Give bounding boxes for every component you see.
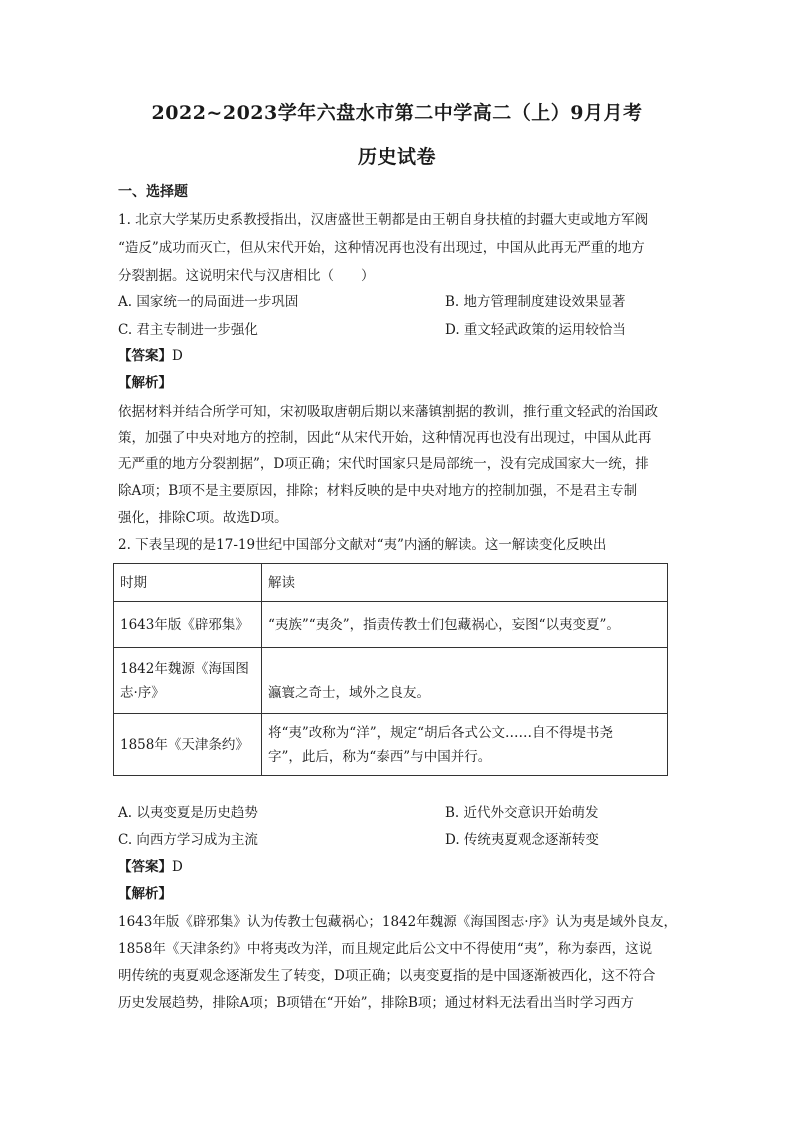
table-cell-text: [262, 602, 668, 648]
exam-subtitle: 历史试卷: [357, 146, 436, 168]
q1-analysis-line: 依据材料并结合所学可知，宋初吸取唐朝后期以来藩镇割据的教训，推行重文轻武的治国政: [118, 404, 658, 420]
table-cell-text: [262, 648, 668, 714]
q2-analysis-tag: 【解析】: [118, 886, 172, 902]
period-text: 1643年版《辟邪集》: [120, 616, 249, 633]
q1-option-b: B. 地方管理制度建设效果显著: [445, 294, 626, 310]
q2-analysis-line: 明传统的夷夏观念逐渐发生了转变，D项正确；以夷变夏指的是中国逐渐被西化，这不符合: [118, 968, 656, 984]
q1-stem-line: 分裂割据。这说明宋代与汉唐相比（ ）: [118, 268, 375, 284]
q1-stem-line: “造反”成功而灭亡，但从宋代开始，这种情况再也没有出现过，中国从此再无严重的地方: [118, 240, 645, 256]
q1-analysis-label: [118, 373, 678, 393]
q2-option-d: D. 传统夷夏观念逐渐转变: [445, 832, 599, 848]
period-text: 1842年魏源《海国图: [120, 660, 249, 677]
interpretation-text: 瀛寰之奇士，域外之良友。: [268, 685, 430, 701]
q1-analysis-line: 强化，排除C项。故选D项。: [118, 510, 288, 526]
interpretation-text: 将“夷”改称为“洋”，规定“胡后各式公文……自不得堤书尧: [268, 724, 614, 741]
table-row: [114, 602, 668, 648]
q2-table: [113, 563, 668, 776]
section-heading: 一、选择题: [118, 184, 188, 200]
q1-answer: [118, 346, 678, 366]
q1-option-a: A. 国家统一的局面进一步巩固: [118, 294, 299, 310]
q1-analysis-tag: 【解析】: [118, 375, 172, 391]
q2-analysis-line: 1858年《天津条约》中将夷改为洋，而且规定此后公文中不得使用“夷”，称为泰西，这说: [118, 941, 653, 957]
q2-option-a: A. 以夷变夏是历史趋势: [118, 805, 258, 821]
period-text: 志·序》: [120, 684, 165, 701]
q1-analysis-line: 策，加强了中央对地方的控制，因此“从宋代开始，这种情况再也没有出现过，中国从此再: [118, 430, 652, 446]
interpretation-text: “夷族”“夷灸”，指责传教士们包藏祸心，妄图“以夷变夏”。: [268, 616, 620, 633]
q1-stem-line: 1. 北京大学某历史系教授指出，汉唐盛世王朝都是由王朝自身扶植的封疆大吏或地方军阀: [118, 212, 649, 228]
q1-answer-value: D: [172, 348, 183, 364]
table-cell-period: [114, 602, 262, 648]
table-row: [114, 714, 668, 776]
q2-analysis-line: 历史发展趋势，排除A项；B项错在“开始”，排除B项；通过材料无法看出当时学习西方: [118, 995, 634, 1011]
table-header-period: 时期: [114, 564, 262, 602]
q2-answer: [118, 857, 678, 877]
q1-analysis-line: 无严重的地方分裂割据”，D项正确；宋代时国家只是局部统一，没有完成国家大一统，排: [118, 456, 649, 472]
period-text: 1858年《天津条约》: [120, 736, 249, 753]
table-cell-period: [114, 714, 262, 776]
q1-analysis-line: 除A项；B项不是主要原因，排除；材料反映的是中央对地方的控制加强，不是君主专制: [118, 483, 638, 499]
q2-answer-label: 【答案】: [118, 859, 172, 875]
q2-analysis-line: 1643年版《辟邪集》认为传教士包藏祸心；1842年魏源《海国图志·序》认为夷是域外良友，: [118, 914, 678, 930]
table-cell-text: [262, 714, 668, 776]
q2-option-c: C. 向西方学习成为主流: [118, 832, 258, 848]
table-header-interpretation: 解读: [262, 564, 668, 602]
q2-answer-value: D: [172, 859, 183, 875]
table-row: [114, 648, 668, 714]
q1-answer-label: 【答案】: [118, 348, 172, 364]
interpretation-text: 字”，此后，称为“泰西”与中国并行。: [268, 748, 492, 765]
q2-option-b: B. 近代外交意识开始萌发: [445, 805, 599, 821]
q1-option-c: C. 君主专制进一步强化: [118, 322, 258, 338]
q2-stem: 2. 下表呈现的是17-19世纪中国部分文献对“夷”内涵的解读。这一解读变化反映出: [118, 537, 607, 553]
q1-option-d: D. 重文轻武政策的运用较恰当: [445, 322, 626, 338]
table-cell-period: [114, 648, 262, 714]
q2-analysis-label: [118, 884, 678, 904]
exam-title: 2022~2023学年六盘水市第二中学高二（上）9月月考: [151, 102, 643, 124]
